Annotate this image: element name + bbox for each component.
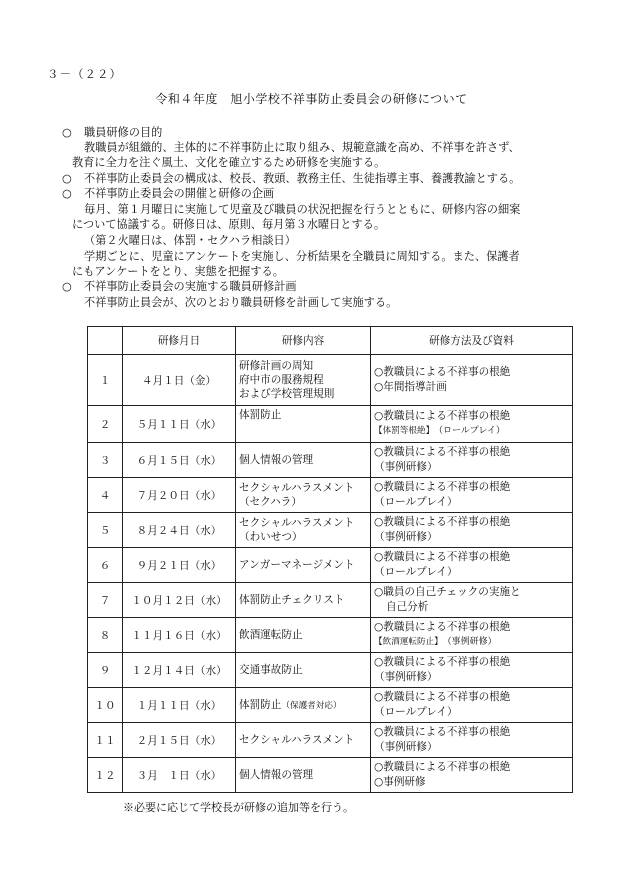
row-method bbox=[371, 548, 573, 583]
content-line: 府中市の服務規程 bbox=[239, 374, 324, 386]
row-date: ４月１日（金） bbox=[123, 355, 236, 406]
row-content bbox=[236, 583, 371, 618]
method-line: （事例研修） bbox=[374, 671, 438, 683]
table-row bbox=[88, 688, 573, 723]
section-bullet: ○ bbox=[62, 280, 72, 293]
row-date: ７月２０日（水） bbox=[123, 478, 236, 513]
method-line: ○教職員による不祥事の根絶 bbox=[374, 761, 511, 773]
row-content bbox=[236, 548, 371, 583]
row-method bbox=[371, 443, 573, 478]
table-row bbox=[88, 443, 573, 478]
row-date: １０月１２日（水） bbox=[123, 583, 236, 618]
method-note: 【体罰等根絶】 bbox=[374, 426, 430, 436]
row-method bbox=[371, 406, 573, 443]
section-plan-heading bbox=[62, 280, 297, 294]
row-date: １月１１日（水） bbox=[123, 688, 236, 723]
row-date: ８月２４日（水） bbox=[123, 513, 236, 548]
method-line: ○教職員による不祥事の根絶 bbox=[374, 691, 511, 703]
method-line: （事例研修） bbox=[374, 531, 438, 543]
table-row bbox=[88, 406, 573, 443]
content-line: セクシャルハラスメント bbox=[239, 517, 355, 529]
content-line: 個人情報の管理 bbox=[239, 769, 314, 781]
row-content bbox=[236, 758, 371, 793]
document-title: 令和４年度 旭小学校不祥事防止委員会の研修について bbox=[155, 92, 468, 106]
content-line: 個人情報の管理 bbox=[239, 454, 314, 466]
row-content bbox=[236, 618, 371, 653]
method-line: （事例研修） bbox=[374, 741, 438, 753]
meeting-line-5: にもアンケートをとり、実態を把握する。 bbox=[72, 265, 284, 278]
section-meeting-heading bbox=[62, 187, 274, 201]
method-note: 【飲酒運転防止】 bbox=[374, 637, 439, 647]
row-number: ７ bbox=[88, 583, 123, 618]
table-row bbox=[88, 513, 573, 548]
method-line: ○教職員による不祥事の根絶 bbox=[374, 551, 511, 563]
row-method bbox=[371, 758, 573, 793]
table-row bbox=[88, 548, 573, 583]
table-row bbox=[88, 478, 573, 513]
content-line: セクシャルハラスメント bbox=[239, 734, 355, 746]
row-content bbox=[236, 478, 371, 513]
table-row bbox=[88, 355, 573, 406]
method-line: ○教職員による不祥事の根絶 bbox=[374, 726, 511, 738]
header-date: 研修月日 bbox=[123, 327, 236, 355]
row-method bbox=[371, 653, 573, 688]
row-number: ９ bbox=[88, 653, 123, 688]
method-line: （ロールプレイ） bbox=[374, 496, 458, 508]
method-line: ○教職員による不祥事の根絶 bbox=[374, 410, 511, 422]
row-number: １１ bbox=[88, 723, 123, 758]
section-heading-text: 職員研修の目的 bbox=[84, 126, 163, 139]
row-number: ８ bbox=[88, 618, 123, 653]
meeting-line-4: 学期ごとに、児童にアンケートを実施し、分析結果を全職員に周知する。また、保護者 bbox=[84, 250, 520, 263]
content-line: および学校管理規則 bbox=[239, 388, 335, 400]
section-heading-text: 不祥事防止委員会の開催と研修の企画 bbox=[84, 187, 275, 200]
row-number: ４ bbox=[88, 478, 123, 513]
row-content bbox=[236, 355, 371, 406]
table-row bbox=[88, 653, 573, 688]
method-line: ○年間指導計画 bbox=[374, 381, 447, 393]
row-date: ９月２１日（水） bbox=[123, 548, 236, 583]
method-line: ○教職員による不祥事の根絶 bbox=[374, 366, 511, 378]
section-heading-text: 不祥事防止委員会の実施する職員研修計画 bbox=[84, 280, 297, 293]
training-schedule-table bbox=[87, 326, 573, 793]
table-row bbox=[88, 758, 573, 793]
meeting-line-3: （第２火曜日は、体罰・セクハラ相談日） bbox=[84, 234, 296, 247]
content-line: （わいせつ） bbox=[239, 531, 303, 543]
row-method bbox=[371, 513, 573, 548]
row-method bbox=[371, 688, 573, 723]
method-line: 自己分析 bbox=[386, 601, 429, 613]
table-header-row bbox=[88, 327, 573, 355]
header-method: 研修方法及び資料 bbox=[371, 327, 573, 355]
method-line: ○教職員による不祥事の根絶 bbox=[374, 446, 511, 458]
meeting-line-2: について協議する。研修日は、原則、毎月第３水曜日とする。 bbox=[72, 218, 386, 231]
row-content bbox=[236, 653, 371, 688]
content-line: 体罰防止チェクリスト bbox=[239, 594, 345, 606]
row-number: ３ bbox=[88, 443, 123, 478]
content-line: 体罰防止 bbox=[239, 698, 282, 711]
content-line: 交通事故防止 bbox=[239, 664, 303, 676]
method-line: （ロールプレイ） bbox=[374, 566, 458, 578]
section-committee-members bbox=[62, 172, 520, 186]
row-content bbox=[236, 513, 371, 548]
content-line: 体罰防止 bbox=[239, 409, 282, 421]
document-number: ３－（２２） bbox=[47, 67, 122, 81]
row-date: ５月１１日（水） bbox=[123, 406, 236, 443]
method-line: ○職員の自己チェックの実施と bbox=[374, 586, 521, 598]
content-line: セクシャルハラスメント bbox=[239, 482, 355, 494]
row-number: １０ bbox=[88, 688, 123, 723]
row-method bbox=[371, 723, 573, 758]
plan-line-1: 不祥事防止員会が、次のとおり職員研修を計画して実施する。 bbox=[84, 296, 398, 309]
row-number: １２ bbox=[88, 758, 123, 793]
method-line: ○事例研修 bbox=[374, 776, 426, 788]
row-number: ５ bbox=[88, 513, 123, 548]
section-bullet: ○ bbox=[62, 187, 72, 200]
row-number: ６ bbox=[88, 548, 123, 583]
section-purpose-heading bbox=[62, 126, 162, 140]
row-content bbox=[236, 406, 371, 443]
table-row bbox=[88, 618, 573, 653]
row-method bbox=[371, 583, 573, 618]
method-note-sub: （ロールプレイ） bbox=[438, 426, 505, 436]
method-line: （事例研修） bbox=[374, 461, 438, 473]
content-line: 飲酒運転防止 bbox=[239, 629, 303, 641]
section-heading-text: 不祥事防止委員会の構成は、校長、教頭、教務主任、生徒指導主事、養護教諭とする。 bbox=[84, 172, 521, 185]
footnote: ※必要に応じて学校長が研修の追加等を行う。 bbox=[123, 801, 354, 814]
content-line: アンガーマネージメント bbox=[239, 559, 355, 571]
section-bullet: ○ bbox=[62, 126, 72, 139]
content-note: （保護者対応） bbox=[281, 700, 342, 711]
method-line: ○教職員による不祥事の根絶 bbox=[374, 516, 511, 528]
row-method bbox=[371, 478, 573, 513]
row-date: １２月１４日（水） bbox=[123, 653, 236, 688]
row-number: ２ bbox=[88, 406, 123, 443]
content-line: （セクハラ） bbox=[239, 496, 302, 508]
row-date: ２月１５日（水） bbox=[123, 723, 236, 758]
meeting-line-1: 毎月、第１月曜日に実施して児童及び職員の状況把握を行うとともに、研修内容の細案 bbox=[84, 203, 521, 216]
method-line: ○教職員による不祥事の根絶 bbox=[374, 481, 511, 493]
row-content bbox=[236, 443, 371, 478]
row-date: １１月１６日（水） bbox=[123, 618, 236, 653]
method-line: （ロールプレイ） bbox=[374, 706, 458, 718]
method-line: ○教職員による不祥事の根絶 bbox=[374, 621, 511, 633]
header-content: 研修内容 bbox=[236, 327, 371, 355]
row-method bbox=[371, 355, 573, 406]
method-note-sub: （事例研修） bbox=[447, 637, 497, 647]
row-number: １ bbox=[88, 355, 123, 406]
purpose-line-1: 教職員が組織的、主体的に不祥事防止に取り組み、規範意識を高め、不祥事を許さず、 bbox=[84, 141, 520, 154]
table-row bbox=[88, 583, 573, 618]
header-no bbox=[88, 327, 123, 355]
section-bullet: ○ bbox=[62, 172, 72, 185]
row-content bbox=[236, 723, 371, 758]
purpose-line-2: 教育に全力を注ぐ風土、文化を確立するため研修を実施する。 bbox=[72, 156, 386, 169]
content-line: 研修計画の周知 bbox=[239, 360, 314, 372]
row-method bbox=[371, 618, 573, 653]
row-content bbox=[236, 688, 371, 723]
table-row bbox=[88, 723, 573, 758]
row-date: ３月 １日（水） bbox=[123, 758, 236, 793]
method-line: ○教職員による不祥事の根絶 bbox=[374, 656, 511, 668]
row-date: ６月１５日（水） bbox=[123, 443, 236, 478]
